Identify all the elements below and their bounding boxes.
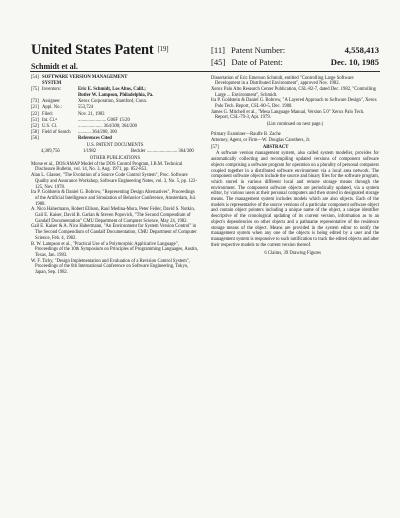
patent-header-left — [31, 42, 168, 71]
bibliographic-field — [31, 93, 199, 99]
patent-title-text: United States Patent — [31, 42, 154, 58]
field-label: Assignee: — [42, 99, 61, 105]
date-value: Dec. 10, 1985 — [330, 57, 379, 67]
publications-list-right — [211, 76, 379, 122]
publication-citation: Ira P. Goldstein & Daniel G. Bobrow, "A Layered Approach to Software Design", Xerox Palo Tech. Report, CSL-80-5, Dec. 1980. — [211, 98, 377, 110]
field-code: [52] — [31, 123, 39, 129]
patent-number-value: 4,558,413 — [344, 45, 379, 55]
attorney-line: Attorney, Agent, or Firm—W. Douglas Carothers, Jr. — [211, 137, 311, 143]
field-code: [22] — [31, 111, 39, 117]
field-value: Eric E. Schmidt, Los Altos, Calif.; — [78, 87, 146, 93]
us-documents-list — [31, 149, 199, 155]
field-code — [31, 81, 42, 87]
list-continued-note: (List continued on next page.) — [266, 122, 324, 128]
publication-citation: James G. Mitchell et al., "Mesa Language Manual, Version 5.0" Xerox Palo Tech. Report, CSL-79-3, Apr. 1979. — [211, 109, 365, 121]
claims-summary: 6 Claims, 39 Drawing Figures — [264, 251, 321, 257]
field-label: Field of Search — [42, 129, 71, 135]
inventor-line: Schmidt et al. — [31, 62, 78, 71]
field-code — [31, 93, 42, 99]
abstract-text: A software version management system, also called system modeller, provides for automatically collecting and recompiling updated versions of component software objects comprising a software program for operation on a plurality of personal computers coupled together in a distributed software environment via a local area network. The component software objects include the source and binary files for the software program, which stored in various different local and remote storage means through the environment. The component software objects are periodically updated, via a system editor, by various users at their personal computers and then stored in designated storage means. The management system includes models which are also objects. Each of the models is representative of the source versions of a particular component software object and contain object pointers including a unique name of the object, a unique identifier descriptive of the cronological updating of its current version, information as to an object's dependencies on other objects and a pathname representative of the residence storage means of the object. Means are provided in the system editor to notify the management system when any one of the objects is being edited by a user and the management system is responsive to such notification to track the edited objects and alter their respective models to the current version thereof. — [211, 151, 379, 248]
field-value: 553,724 — [78, 105, 94, 111]
publication-citation: Xerox Palo Alto Research Center Publication, CSL-82-7, dated Dec. 1982, "Controlling Large ... Environment", Schmidt. — [211, 86, 376, 98]
field-label — [42, 93, 78, 99]
bibliographic-field — [31, 105, 199, 111]
field-value: Butler W. Lampson, Philadelphia, Pa. — [78, 93, 154, 99]
bibliographic-field — [31, 112, 199, 118]
patent-number-row — [211, 44, 379, 56]
references-cited-title: References Cited — [78, 135, 112, 141]
abstract-title: ABSTRACT — [262, 145, 289, 151]
patent-header-right — [211, 44, 379, 68]
publication-citation: B. W. Lampson et al., "Practical Use of a Polymorphic Applicative Language", Proceedings of the 10th Symposium on Principles of Programming Languages, Austin, Texas, Jan. 1983. — [31, 241, 199, 258]
header-divider — [30, 71, 380, 72]
field-label: Inventors: — [42, 87, 62, 93]
title-code: [19] — [157, 45, 169, 53]
bibliographic-field — [31, 124, 199, 130]
us-doc-who: Beckler .......................... 364/300 — [131, 148, 194, 154]
abstract-heading — [211, 145, 379, 151]
left-column — [31, 75, 199, 276]
field-label: Appl. No.: — [42, 105, 62, 111]
bibliographic-field — [31, 99, 199, 105]
patent-number-label: Patent Number: — [231, 45, 286, 55]
right-column — [211, 75, 379, 257]
references-heading-row — [31, 136, 199, 142]
refs-code: [56] — [31, 135, 39, 141]
field-value: Nov. 21, 1983 — [78, 111, 105, 117]
field-value: ........................ G06F 15/20 — [78, 117, 130, 123]
publication-citation: Ira P. Goldstein & Daniel G. Bobrow, "Representing Design Alternatives", Proceedings of the Artificial Intelligence and Simulation of Behavior Conference, Amsterdam, Jul. 1980. — [31, 190, 197, 207]
field-label: SOFTWARE VERSION MANAGEMENT — [42, 75, 128, 80]
date-code: [45] — [211, 57, 226, 67]
bibliographic-field — [31, 75, 199, 81]
field-value: Xerox Corporation, Stamford, Conn. — [78, 99, 148, 105]
field-code: [58] — [31, 129, 39, 135]
field-label: SYSTEM — [42, 81, 62, 87]
field-label: Filed: — [42, 111, 53, 117]
bibliographic-field — [31, 87, 199, 93]
date-label: Date of Patent: — [231, 57, 283, 67]
us-doc-no: 4,309,756 — [41, 148, 60, 154]
field-value: ........... 364/200, 300 — [78, 129, 117, 135]
bibliographic-field — [31, 118, 199, 124]
bibliographic-field — [31, 130, 199, 136]
publication-citation: W. F. Tichy, "Design Implementation and Evaluation of a Revision Control System", Proceedings of the 6th International Conference on Software Engineering, Tokyo, Japan, Sep. 1982. — [31, 258, 190, 276]
abstract-code: [57] — [211, 145, 219, 151]
publication-citation: Dissertation of Eric Emerson Schmidt, entitled "Controlling Large Software Development in a Distributed Environment", approved Nov. 1982. — [211, 75, 354, 87]
field-code: [21] — [31, 105, 39, 111]
field-code: [75] — [31, 87, 39, 93]
field-code: [73] — [31, 99, 39, 105]
publications-list-left — [31, 162, 199, 276]
patent-date-row — [211, 56, 379, 68]
field-label: Int. Cl.⁴ — [42, 117, 57, 123]
other-publications-title: OTHER PUBLICATIONS — [89, 155, 141, 161]
bibliographic-field — [31, 81, 199, 87]
field-value: ..................... 364/300; 364/200 — [78, 123, 137, 129]
us-documents-title: U.S. PATENT DOCUMENTS — [86, 142, 144, 148]
patent-title — [31, 42, 168, 59]
publication-citation: Gail E. Kaiser & A. Nico Habermann, "An Environment for System Version Control" in The Second Compendium of Gandalf Documentation, CMU Department of Computer Science, Feb. 4, 1982. — [31, 224, 197, 241]
publication-citation: Morse et al., DOS/AMAP Model of the DOS Control Program, I.B.M. Technical Disclosure Bulletin, vol. 14, No. 3, Aug. 1971, pp. 852-853. — [31, 161, 183, 173]
field-label: U.S. Cl. — [42, 123, 58, 129]
patent-number-code: [11] — [211, 45, 225, 55]
publication-citation: Alan L. Glasser, "The Evolution of a Source Code Control System", Proc. Software Quality and Assurance Workshop, Software Engineering Notes, vol. 3, No. 5, pp. 122-125, Nov. 1978. — [31, 173, 197, 190]
us-doc-date: 1/1982 — [83, 148, 97, 154]
field-code: [54] — [31, 75, 39, 80]
us-document-row — [31, 149, 199, 155]
primary-examiner: Primary Examiner—Raulfe B. Zache — [211, 131, 281, 137]
publication-citation: A. Nico Habermann, Robert Ellison, Raul Medina-Mora, Peter Feiler, David S. Notkin, Gail E. Kaiser, David B. Garlan & Steven Popovich, "The Second Compendium of Gandalf Documentation" CMU Department of Computer Science, May 24, 1982. — [31, 207, 195, 224]
bibliographic-fields — [31, 75, 199, 136]
field-code: [51] — [31, 117, 39, 123]
